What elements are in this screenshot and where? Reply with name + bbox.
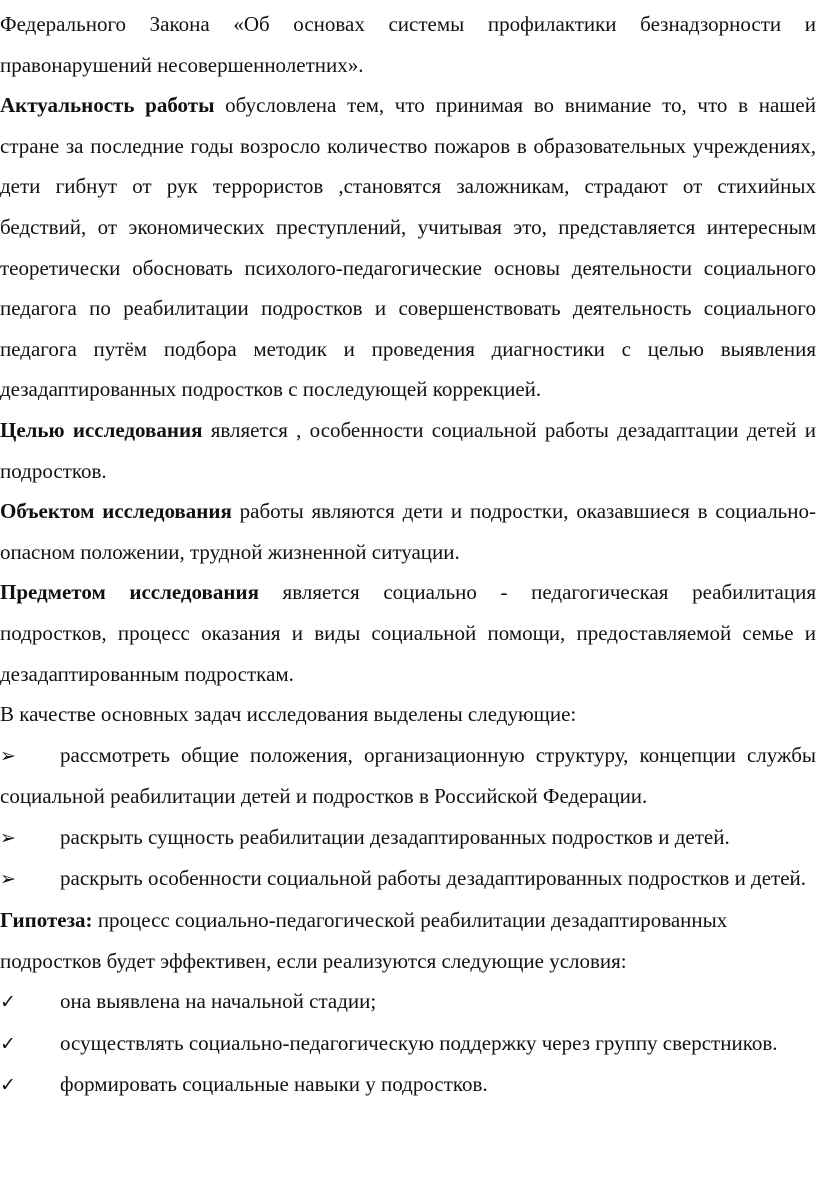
goal-paragraph xyxy=(0,410,816,491)
condition-item xyxy=(0,981,816,1023)
task-item xyxy=(0,735,816,817)
object-paragraph xyxy=(0,491,816,572)
arrow-bullet-icon: ➢ xyxy=(0,826,16,849)
goal-heading: Целью исследования xyxy=(0,417,203,442)
hypothesis-heading: Гипотеза: xyxy=(0,908,93,933)
intro-text: Федерального Закона «Об основах системы профилактики безнадзорности и правонарушений несовершеннолетних». xyxy=(0,12,816,77)
tasks-intro-text: В качестве основных задач исследования выделены следующие: xyxy=(0,702,577,727)
check-bullet-icon: ✓ xyxy=(0,1074,16,1097)
check-bullet-icon: ✓ xyxy=(0,991,16,1014)
hypothesis-paragraph xyxy=(0,900,816,981)
intro-paragraph xyxy=(0,4,816,85)
task-item xyxy=(0,817,816,859)
condition-text: формировать социальные навыки у подростков. xyxy=(60,1072,488,1097)
task-item xyxy=(0,858,816,900)
task-text: раскрыть сущность реабилитации дезадаптированных подростков и детей. xyxy=(60,824,730,849)
arrow-bullet-icon: ➢ xyxy=(0,744,16,767)
arrow-bullet-icon: ➢ xyxy=(0,868,16,891)
goal-text: является , особенности социальной работы дезадаптации детей и подростков. xyxy=(0,417,816,483)
relevance-text: обусловлена тем, что принимая во внимание то, что в нашей стране за последние годы возросло количество пожаров в образовательных учреждениях, дети гибнут от рук террористов ,становятся заложникам, страдают от стихийных бедствий, от экономических преступлений, учитывая это, представляется интересным теоретически обосновать психолого-педагогические основы деятельности социального педагога по реабилитации подростков и совершенствовать деятельность социального педагога путём подбора методик и проведения диагностики с целью выявления дезадаптированных подростков с последующей коррекцией. xyxy=(0,93,816,402)
subject-heading: Предметом исследования xyxy=(0,580,259,605)
subject-paragraph xyxy=(0,572,816,694)
object-heading: Объектом исследования xyxy=(0,499,232,524)
relevance-heading: Актуальность работы xyxy=(0,93,215,118)
condition-text: осуществлять социально-педагогическую поддержку через группу сверстников. xyxy=(60,1030,778,1055)
tasks-intro-paragraph xyxy=(0,694,816,735)
subject-text: является социально - педагогическая реабилитация подростков, процесс оказания и виды социальной помощи, предоставляемой семье и дезадаптированным подросткам. xyxy=(0,580,816,686)
condition-item xyxy=(0,1023,816,1065)
task-text: рассмотреть общие положения, организационную структуру, концепции службы социальной реабилитации детей и подростков в Российской Федерации. xyxy=(0,742,816,809)
task-text: раскрыть особенности социальной работы дезадаптированных подростков и детей. xyxy=(60,866,807,891)
object-text: работы являются дети и подростки, оказавшиеся в социально-опасном положении, трудной жизненной ситуации. xyxy=(0,499,816,564)
condition-text: она выявлена на начальной стадии; xyxy=(60,989,377,1014)
check-bullet-icon: ✓ xyxy=(0,1032,16,1055)
condition-item xyxy=(0,1064,816,1106)
hypothesis-text: процесс социально-педагогической реабилитации дезадаптированных подростков будет эффективен, если реализуются следующие условия: xyxy=(0,908,728,973)
relevance-paragraph xyxy=(0,85,816,410)
